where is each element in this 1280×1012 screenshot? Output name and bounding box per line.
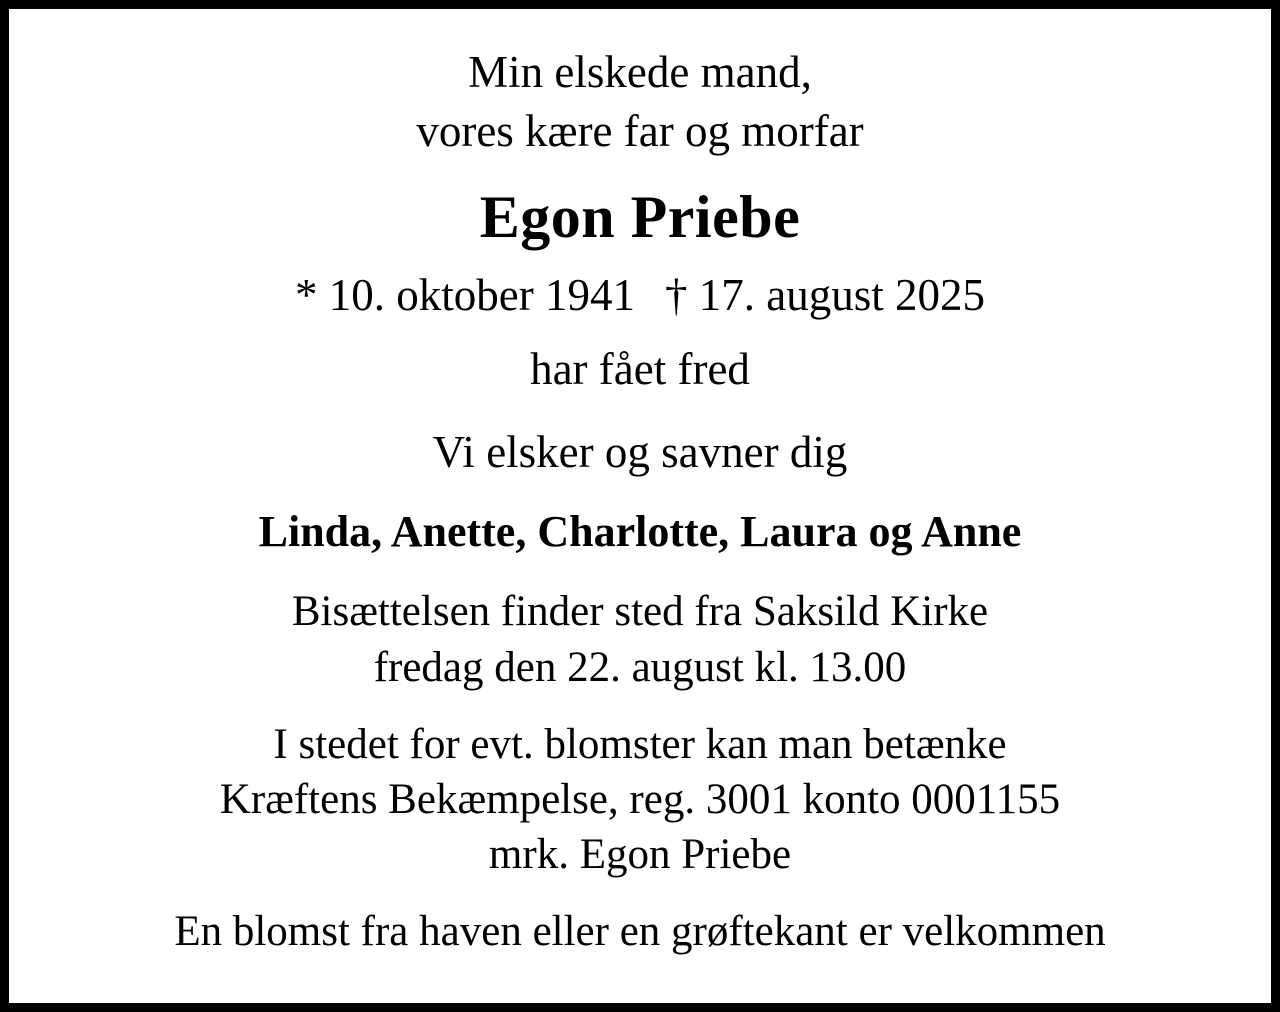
life-dates	[49, 266, 1231, 325]
birth-date: * 10. oktober 1941	[295, 269, 635, 320]
donation-line-2: Kræftens Bekæmpelse, reg. 3001 konto 0001155	[219, 775, 1061, 823]
closing-text: En blomst fra haven eller en grøftekant er velkommen	[174, 907, 1106, 955]
deceased-name: Egon Priebe	[479, 183, 801, 250]
funeral-line-2: fredag den 22. august kl. 13.00	[373, 643, 907, 691]
love-text: Vi elsker og savner dig	[432, 426, 848, 477]
donation-line-3: mrk. Egon Priebe	[488, 830, 792, 878]
funeral-details	[49, 584, 1231, 694]
peace-text: har fået fred	[530, 344, 750, 395]
funeral-line-1: Bisættelsen finder sted fra Saksild Kirke	[291, 588, 989, 636]
family-names: Linda, Anette, Charlotte, Laura og Anne	[258, 507, 1022, 557]
donation-line-1: I stedet for evt. blomster kan man betænke	[273, 720, 1007, 768]
intro-line-2: vores kære far og morfar	[416, 106, 864, 157]
intro-line-1: Min elskede mand,	[468, 47, 812, 97]
intro-text	[49, 43, 1231, 162]
donation-details	[49, 717, 1231, 882]
death-date: † 17. august 2025	[664, 269, 985, 320]
